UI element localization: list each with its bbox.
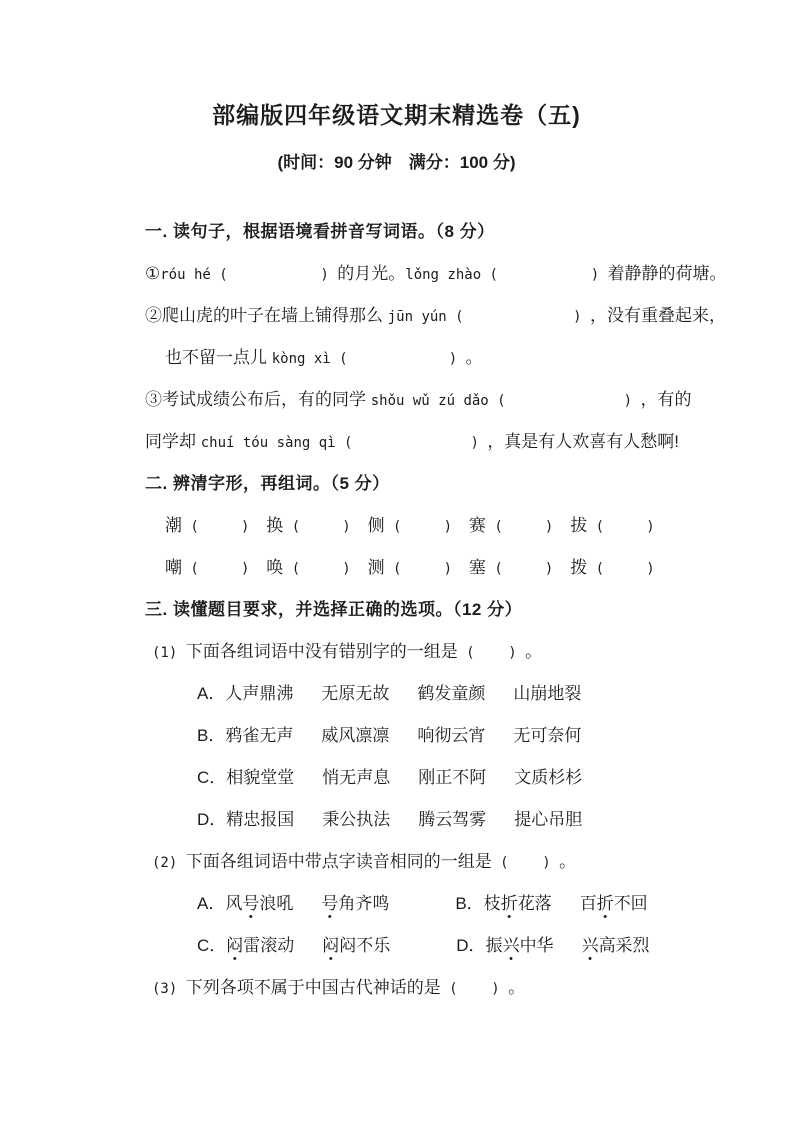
spacer bbox=[294, 782, 322, 783]
text-segment: A．人声鼎沸 bbox=[197, 684, 294, 703]
pinyin-hint: chuí tóu sàng qì bbox=[200, 435, 336, 451]
text-segment: C． bbox=[197, 936, 227, 955]
section-1-item-3 bbox=[145, 379, 793, 421]
answer-blank: ( ) bbox=[587, 519, 655, 535]
spacer bbox=[293, 740, 321, 741]
answer-blank: ( ) bbox=[182, 519, 267, 535]
section-2-word-row-2 bbox=[165, 547, 793, 589]
question-2-options-ab bbox=[197, 883, 793, 925]
text-segment: 换 bbox=[266, 516, 284, 535]
text-segment: 侧 bbox=[367, 516, 385, 535]
answer-blank: ( ) bbox=[446, 309, 591, 325]
pinyin-hint: lǒng zhào bbox=[405, 267, 482, 283]
answer-blank: ( ) bbox=[587, 561, 655, 577]
text-segment: ③考试成绩公布后，有的同学 bbox=[145, 390, 371, 409]
text-segment: 文质杉杉 bbox=[514, 768, 583, 787]
text-segment: 威风凛凛 bbox=[321, 726, 390, 745]
spacer bbox=[389, 698, 417, 699]
text-segment: 秉公执法 bbox=[322, 810, 391, 829]
text-segment: 腾云驾雾 bbox=[418, 810, 487, 829]
text-segment: 无可奈何 bbox=[513, 726, 582, 745]
question-3 bbox=[152, 967, 793, 1009]
text-segment: 角齐鸣 bbox=[338, 894, 390, 913]
spacer bbox=[485, 740, 513, 741]
text-segment: 雷滚动 bbox=[243, 936, 295, 955]
spacer bbox=[390, 950, 456, 951]
text-segment: 响彻云宵 bbox=[417, 726, 486, 745]
spacer bbox=[390, 824, 418, 825]
answer-blank: ( ) bbox=[283, 561, 368, 577]
text-segment: 也不留一点儿 bbox=[165, 348, 272, 367]
text-segment: 同学却 bbox=[145, 432, 201, 451]
spacer bbox=[293, 698, 321, 699]
emphasized-char: 折 bbox=[596, 894, 614, 913]
section-1-item-2-continued bbox=[165, 337, 793, 379]
text-segment: D．振 bbox=[456, 936, 503, 955]
question-1 bbox=[152, 631, 793, 673]
text-segment: 中华 bbox=[519, 936, 554, 955]
pinyin-hint: jūn yún bbox=[387, 309, 447, 325]
text-segment: (3) bbox=[152, 981, 186, 997]
spacer bbox=[293, 908, 321, 909]
spacer bbox=[294, 824, 322, 825]
emphasized-char: 折 bbox=[500, 894, 518, 913]
section-2-word-row-1 bbox=[165, 505, 793, 547]
text-segment: 赛 bbox=[468, 516, 486, 535]
text-segment: 百 bbox=[579, 894, 597, 913]
text-segment: 花落 bbox=[517, 894, 552, 913]
paper-title: 部编版四年级语文期末精选卷（五) bbox=[212, 102, 581, 128]
question-2 bbox=[152, 841, 793, 883]
text-segment: 测 bbox=[367, 558, 385, 577]
text-segment: (2) bbox=[152, 855, 186, 871]
text-segment: (1) bbox=[152, 645, 186, 661]
spacer bbox=[389, 740, 417, 741]
emphasized-char: 闷 bbox=[322, 936, 340, 955]
text-segment: 。 bbox=[508, 978, 526, 997]
text-segment: 下列各项不属于中国古代神话的是 bbox=[185, 978, 441, 997]
pinyin-hint: róu hé bbox=[160, 267, 211, 283]
pinyin-hint: kòng xì bbox=[271, 351, 331, 367]
answer-blank: ( ) bbox=[384, 561, 469, 577]
text-segment: 唤 bbox=[266, 558, 284, 577]
text-segment: 嘲 bbox=[165, 558, 182, 577]
answer-blank: ( ) bbox=[210, 267, 338, 283]
text-segment: 浪吼 bbox=[259, 894, 294, 913]
emphasized-char: 兴 bbox=[502, 936, 520, 955]
answer-blank: ( ) bbox=[457, 645, 526, 661]
text-segment: C．相貌堂堂 bbox=[197, 768, 295, 787]
text-segment: 塞 bbox=[468, 558, 486, 577]
text-segment: 闷不乐 bbox=[339, 936, 391, 955]
text-segment: 不回 bbox=[613, 894, 648, 913]
answer-blank: ( ) bbox=[488, 393, 641, 409]
answer-blank: ( ) bbox=[485, 519, 571, 535]
section-3-heading bbox=[145, 589, 793, 631]
answer-blank: ( ) bbox=[182, 561, 267, 577]
text-segment: ，没有重叠起来， bbox=[590, 306, 727, 325]
text-segment: 潮 bbox=[165, 516, 182, 535]
text-segment: 鹤发童颜 bbox=[417, 684, 486, 703]
text-segment: 二. 辨清字形，再组词。（5 分） bbox=[145, 474, 390, 493]
answer-blank: ( ) bbox=[335, 435, 488, 451]
text-segment: 三. 读懂题目要求，并选择正确的选项。（12 分） bbox=[145, 600, 523, 619]
text-segment: 。 bbox=[525, 642, 543, 661]
answer-blank: ( ) bbox=[330, 351, 466, 367]
text-segment: 拨 bbox=[570, 558, 588, 577]
answer-blank: ( ) bbox=[491, 855, 560, 871]
pinyin-hint: shǒu wǔ zú dǎo bbox=[370, 393, 489, 409]
spacer bbox=[486, 824, 514, 825]
text-segment: B．鸦雀无声 bbox=[197, 726, 294, 745]
emphasized-char: 闷 bbox=[226, 936, 244, 955]
question-1-option-b bbox=[197, 715, 793, 757]
emphasized-char: 兴 bbox=[581, 936, 599, 955]
answer-blank: ( ) bbox=[440, 981, 509, 997]
emphasized-char: 号 bbox=[242, 894, 260, 913]
text-segment: 的月光。 bbox=[337, 264, 406, 283]
text-segment: 悄无声息 bbox=[322, 768, 391, 787]
text-segment: 。 bbox=[465, 348, 483, 367]
text-segment: 无原无故 bbox=[321, 684, 390, 703]
emphasized-char: 号 bbox=[321, 894, 339, 913]
text-segment: ，真是有人欢喜有人愁啊! bbox=[487, 432, 680, 451]
text-segment: 拔 bbox=[570, 516, 588, 535]
spacer bbox=[486, 782, 514, 783]
spacer bbox=[554, 950, 582, 951]
text-segment: 下面各组词语中没有错别字的一组是 bbox=[185, 642, 458, 661]
text-segment: 山崩地裂 bbox=[513, 684, 582, 703]
text-segment: D．精忠报国 bbox=[197, 810, 295, 829]
answer-blank: ( ) bbox=[481, 267, 608, 283]
section-1-item-3-continued bbox=[145, 421, 793, 463]
section-1-item-1 bbox=[145, 253, 793, 295]
answer-blank: ( ) bbox=[384, 519, 469, 535]
text-segment: ②爬山虎的叶子在墙上铺得那么 bbox=[145, 306, 388, 325]
answer-blank: ( ) bbox=[485, 561, 571, 577]
question-1-option-d bbox=[197, 799, 793, 841]
text-segment: 着静静的荷塘。 bbox=[607, 264, 727, 283]
question-2-options-cd bbox=[197, 925, 793, 967]
text-segment: 。 bbox=[559, 852, 577, 871]
spacer bbox=[552, 908, 580, 909]
text-segment: 下面各组词语中带点字读音相同的一组是 bbox=[185, 852, 492, 871]
text-segment: 一. 读句子，根据语境看拼音写词语。（8 分） bbox=[145, 222, 495, 241]
text-segment: ① bbox=[145, 264, 161, 283]
text-segment: B．枝 bbox=[455, 894, 501, 913]
paper-time-score-info: (时间：90 分钟 满分：100 分) bbox=[277, 153, 516, 172]
text-segment: ，有的 bbox=[640, 390, 692, 409]
spacer bbox=[389, 908, 455, 909]
text-segment: A．风 bbox=[197, 894, 243, 913]
section-1-heading bbox=[145, 211, 793, 253]
text-segment: 高采烈 bbox=[598, 936, 650, 955]
text-segment: 提心吊胆 bbox=[514, 810, 583, 829]
section-1-item-2 bbox=[145, 295, 793, 337]
spacer bbox=[485, 698, 513, 699]
text-segment: 刚正不阿 bbox=[418, 768, 487, 787]
answer-blank: ( ) bbox=[283, 519, 368, 535]
question-1-option-a bbox=[197, 673, 793, 715]
section-2-heading bbox=[145, 463, 793, 505]
question-1-option-c bbox=[197, 757, 793, 799]
spacer bbox=[294, 950, 322, 951]
document-lines bbox=[0, 211, 793, 1009]
spacer bbox=[390, 782, 418, 783]
